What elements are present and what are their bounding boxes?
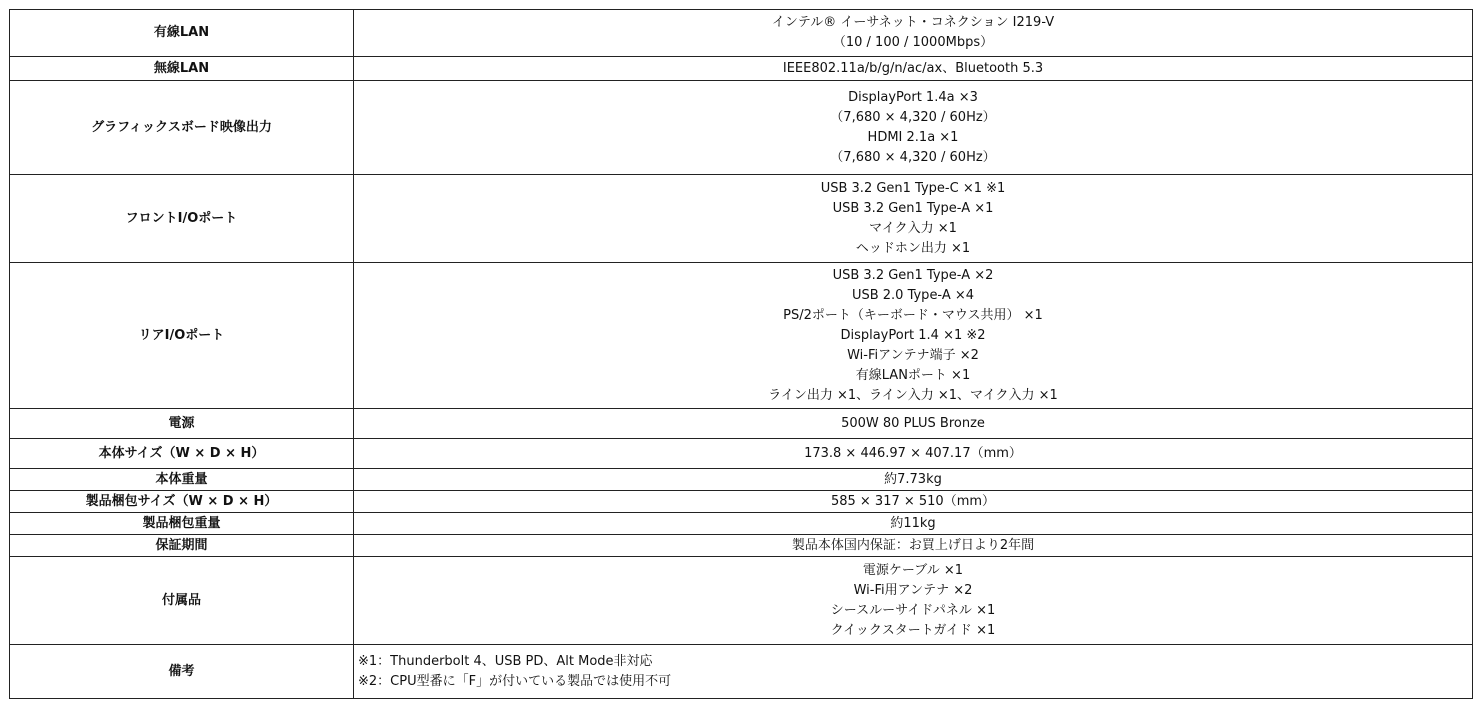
- spec-row-warranty: [10, 535, 1473, 557]
- spec-row-wireless-lan: [10, 57, 1473, 81]
- spec-value-line: （7,680 × 4,320 / 60Hz）: [830, 149, 996, 165]
- spec-value: [354, 469, 1473, 491]
- spec-label: 製品梱包重量: [10, 513, 354, 535]
- spec-value-line: ※1：Thunderbolt 4、USB PD、Alt Mode非対応: [358, 653, 653, 669]
- spec-value-line: クイックスタートガイド ×1: [830, 622, 996, 638]
- spec-row-power: [10, 409, 1473, 439]
- spec-label: 本体重量: [10, 469, 354, 491]
- spec-value-line: USB 3.2 Gen1 Type-C ×1 ※1: [820, 180, 1006, 196]
- spec-value-line: 有線LANポート ×1: [855, 367, 971, 383]
- spec-value-line: 585 × 317 × 510（mm）: [830, 493, 996, 509]
- spec-value-line: USB 3.2 Gen1 Type-A ×2: [832, 267, 994, 283]
- spec-value: [354, 491, 1473, 513]
- spec-value-line: HDMI 2.1a ×1: [867, 129, 959, 145]
- spec-value-line: シースルーサイドパネル ×1: [830, 602, 996, 618]
- spec-value-line: ライン出力 ×1、ライン入力 ×1、マイク入力 ×1: [768, 387, 1058, 403]
- spec-label: 無線LAN: [10, 57, 354, 81]
- spec-row-body-weight: [10, 469, 1473, 491]
- spec-value: [354, 439, 1473, 469]
- spec-value: [354, 10, 1473, 57]
- spec-value: [354, 409, 1473, 439]
- spec-label: フロントI/Oポート: [10, 175, 354, 263]
- spec-value: [354, 535, 1473, 557]
- spec-value-line: DisplayPort 1.4 ×1 ※2: [840, 327, 986, 343]
- spec-value: [354, 557, 1473, 645]
- spec-row-accessories: [10, 557, 1473, 645]
- spec-value: [354, 645, 1473, 699]
- spec-value: [354, 57, 1473, 81]
- spec-label: 製品梱包サイズ（W × D × H）: [10, 491, 354, 513]
- spec-value-line: （10 / 100 / 1000Mbps）: [832, 35, 994, 50]
- spec-value-line: USB 3.2 Gen1 Type-A ×1: [832, 200, 994, 216]
- spec-value-line: USB 2.0 Type-A ×4: [851, 287, 975, 303]
- spec-value-line: IEEE802.11a/b/g/n/ac/ax、Bluetooth 5.3: [782, 60, 1044, 76]
- spec-label: リアI/Oポート: [10, 263, 354, 409]
- spec-label: 付属品: [10, 557, 354, 645]
- spec-row-notes: [10, 645, 1473, 699]
- spec-label: グラフィックスボード映像出力: [10, 81, 354, 175]
- spec-value-line: （7,680 × 4,320 / 60Hz）: [830, 109, 996, 125]
- spec-label: 本体サイズ（W × D × H）: [10, 439, 354, 469]
- spec-value-line: 製品本体国内保証：お買上げ日より2年間: [791, 537, 1035, 553]
- spec-value-line: インテル® イーサネット・コネクション I219-V: [771, 15, 1055, 30]
- spec-table: [9, 9, 1473, 699]
- spec-value-line: 173.8 × 446.97 × 407.17（mm）: [804, 445, 1022, 461]
- spec-value: [354, 81, 1473, 175]
- spec-label: 保証期間: [10, 535, 354, 557]
- spec-row-package-size: [10, 491, 1473, 513]
- spec-label: 有線LAN: [10, 10, 354, 57]
- spec-value-line: Wi-Fiアンテナ端子 ×2: [847, 347, 979, 363]
- spec-value: [354, 263, 1473, 409]
- spec-value-line: PS/2ポート（キーボード・マウス共用） ×1: [783, 307, 1043, 323]
- spec-value-line: 約11kg: [890, 515, 936, 531]
- spec-row-rear-io: [10, 263, 1473, 409]
- spec-row-front-io: [10, 175, 1473, 263]
- spec-value-line: DisplayPort 1.4a ×3: [848, 89, 978, 105]
- spec-value-line: 500W 80 PLUS Bronze: [841, 415, 985, 431]
- spec-value: [354, 513, 1473, 535]
- spec-value-line: マイク入力 ×1: [869, 220, 957, 236]
- spec-label: 備考: [10, 645, 354, 699]
- spec-value-line: 約7.73kg: [884, 471, 942, 487]
- spec-value-line: Wi-Fi用アンテナ ×2: [853, 582, 973, 598]
- spec-row-body-size: [10, 439, 1473, 469]
- spec-row-gpu-output: [10, 81, 1473, 175]
- spec-value-line: ※2：CPU型番に「F」が付いている製品では使用不可: [358, 673, 672, 689]
- spec-row-package-weight: [10, 513, 1473, 535]
- spec-value: [354, 175, 1473, 263]
- spec-value-line: ヘッドホン出力 ×1: [855, 240, 971, 256]
- spec-label: 電源: [10, 409, 354, 439]
- spec-row-wired-lan: [10, 10, 1473, 57]
- spec-value-line: 電源ケーブル ×1: [862, 562, 964, 578]
